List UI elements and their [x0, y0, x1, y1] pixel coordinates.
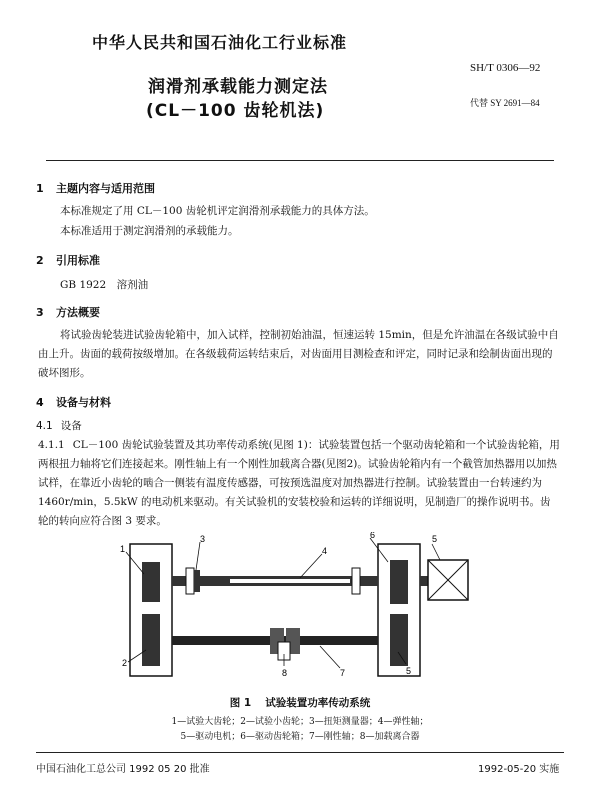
implementation-date: 1992-05-20 实施	[478, 764, 560, 775]
drive-motor	[420, 560, 468, 600]
label-2: 2	[122, 658, 128, 668]
figure-caption-title: 试验装置功率传动系统	[265, 697, 371, 709]
drive-gearbox	[378, 544, 420, 676]
elastic-shaft	[172, 568, 378, 594]
section-title: 方法概要	[56, 306, 100, 319]
figure-1-legend-line-2: 5—驱动电机；6—驱动齿轮箱；7—刚性轴；8—加载离合器	[180, 732, 420, 742]
section-title: 设备与材料	[56, 396, 111, 409]
figure-1-title	[0, 695, 600, 710]
section-number: 2	[36, 254, 44, 267]
section-title: 引用标准	[56, 254, 100, 267]
label-1: 1	[120, 544, 126, 554]
label-4: 4	[322, 546, 328, 556]
approval-note: 中国石油化工总公司 1992 05 20 批准	[36, 764, 210, 775]
header-divider	[46, 160, 554, 161]
subsection-number: 4.1	[36, 420, 53, 432]
section-1-paragraph-2: 本标准适用于测定润滑剂的承载能力。	[60, 225, 239, 237]
label-5: 5	[432, 534, 438, 544]
footer-divider	[36, 752, 564, 753]
label-3: 3	[200, 534, 206, 544]
subsection-4-1-heading	[36, 418, 82, 433]
standard-organization-heading: 中华人民共和国石油化工行业标准	[92, 33, 348, 52]
reference-standard: GB 1922 溶剂油	[60, 279, 149, 291]
section-3-heading	[36, 304, 100, 320]
section-1-paragraph-1: 本标准规定了用 CL－100 齿轮机评定润滑剂承载能力的具体方法。	[60, 205, 375, 217]
label-8: 8	[282, 668, 288, 678]
label-7: 7	[340, 668, 346, 678]
section-number: 4	[36, 396, 44, 409]
section-4-heading	[36, 394, 111, 410]
figure-number: 图 1	[229, 697, 252, 709]
figure-1-legend-line-1: 1—试验大齿轮；2—试验小齿轮；3—扭矩测量器；4—弹性轴；	[171, 717, 429, 727]
replaces-standard: 代替 SY 2691—84	[470, 98, 540, 108]
section-2-heading	[36, 252, 100, 268]
item-4-1-1	[38, 436, 560, 531]
section-number: 3	[36, 306, 44, 319]
section-number: 1	[36, 182, 44, 195]
label-5b: 5	[406, 666, 412, 676]
figure-1-diagram	[120, 532, 480, 682]
document-title: 润滑剂承载能力测定法	[148, 77, 328, 97]
item-text: CL－100 齿轮试验装置及其功率传动系统(见图 1)：试验装置包括一个驱动齿轮箱和一个试验齿轮箱，用两根扭力轴将它们连接起来。刚性轴上有一个刚性加载离合器(见图2)。试验齿轮箱内有一个截管加热器用以加热试样，在靠近小齿轮的啮合一侧装有温度传感器，可按预选温度对加热器进行控制。试验装置由一台转速约为 1460r/min，5.5kW 的电动机来驱动。有关试验机的安装校验和运转的详细说明，见制造厂的操作说明书。齿轮的转向应符合图 3 要求。	[38, 439, 560, 527]
section-1-heading	[36, 180, 155, 196]
standard-number: SH/T 0306—92	[470, 62, 541, 74]
subsection-title: 设备	[60, 420, 82, 432]
section-title: 主题内容与适用范围	[56, 182, 155, 195]
section-3-paragraph: 将试验齿轮装进试验齿轮箱中，加入试样，控制初始油温，恒速运转 15min，但是允许油温在各级试验中自由上升。齿面的载荷按级增加。在各级载荷运转结束后，对齿面用目测检查和评定，同时记录和绘制齿面出现的破坏图形。	[38, 329, 559, 379]
rigid-shaft	[172, 628, 378, 660]
item-number: 4.1.1	[38, 439, 65, 451]
document-subtitle: (CL－100 齿轮机法)	[146, 101, 325, 121]
label-6: 6	[370, 532, 376, 540]
